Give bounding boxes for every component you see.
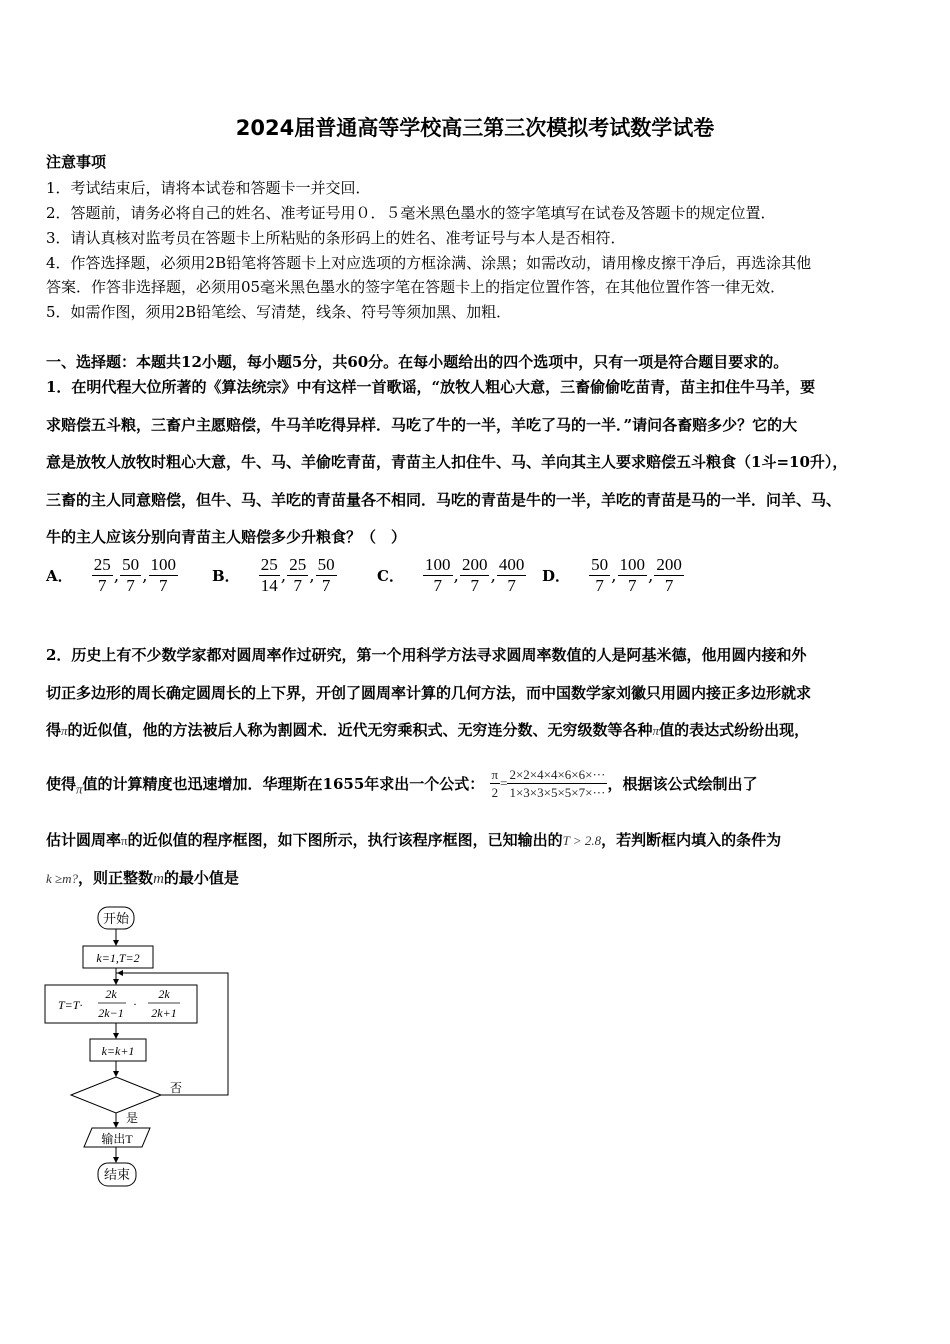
fraction: $\frac{25}{7}$ — [289, 555, 307, 595]
q2-line: 切正多边形的周长确定圆周长的上下界，开创了圆周率计算的几何方法，而中国数学家刘徽只用圆内接正多边形就求 — [46, 684, 812, 702]
frac2-den: 2k+1 — [151, 1006, 177, 1020]
pi-symbol: π — [76, 781, 83, 797]
option-label: C． — [377, 567, 404, 585]
option-c[interactable]: C． $\frac{100}{7}$ , $\frac{200}{7}$ , $\frac{400}{7}$ — [377, 555, 525, 595]
fraction: $\frac{100}{7}$ — [150, 555, 177, 595]
notice-item: 3．请认真核对监考员在答题卡上所粘贴的条形码上的姓名、准考证号与本人是否相符． — [46, 229, 626, 247]
pi-symbol: π — [121, 833, 128, 848]
end-label: 结束 — [103, 1167, 131, 1182]
q1-line: 牛的主人应该分别向青苗主人赔偿多少升粮食？（ ） — [46, 528, 407, 546]
section-heading: 一、选择题：本题共12小题，每小题5分，共60分。在每小题给出的四个选项中，只有一项是符合题目要求的。 — [46, 353, 789, 371]
option-label: B． — [212, 567, 240, 585]
option-a[interactable]: A． $\frac{25}{7}$ , $\frac{50}{7}$ , $\frac{100}{7}$ — [46, 555, 177, 595]
update-T-label: T=T· — [58, 998, 83, 1012]
fraction: $\frac{50}{7}$ — [591, 555, 609, 595]
option-label: D． — [542, 567, 571, 585]
q2-line: 2．历史上有不少数学家都对圆周率作过研究，第一个用科学方法寻求圆周率数值的人是阿基米德，他用圆内接和外 — [46, 646, 807, 664]
fraction: $\frac{200}{7}$ — [461, 555, 488, 595]
q2-line: k ≥m?，则正整数m的最小值是 — [46, 869, 239, 887]
wallis-right-fraction: $\frac{2\times 2\times 4\times 4\times 6\times 6\times\cdot\cdot\cdot}{1\times 3\times 3\times 5\times 5\times 7\times\cdot\cdot\cdot}$ — [509, 767, 606, 800]
fraction: $\frac{100}{7}$ — [425, 555, 451, 595]
variable-m: m — [153, 871, 164, 887]
fraction: $\frac{200}{7}$ — [656, 555, 682, 595]
q1-line: 1．在明代程大位所著的《算法统宗》中有这样一首歌谣，“放牧人粗心大意，三畜偷偷吃苗青，苗主扣住牛马羊，要 — [46, 378, 816, 396]
wallis-left-fraction: $\frac{\pi}{2}$ — [491, 767, 499, 800]
condition-k: k ≥m? — [46, 871, 79, 886]
condition-T: T > 2.8 — [562, 833, 602, 848]
pi-symbol: π — [652, 723, 660, 738]
q1-line: 三畜的主人同意赔偿，但牛、马、羊吃的青苗量各不相同．马吃的青苗是牛的一半，羊吃的青苗是马的一半．问羊、马、 — [46, 491, 842, 509]
q1-line: 求赔偿五斗粮，三畜户主愿赔偿，牛马羊吃得异样．马吃了牛的一半，羊吃了马的一半．”请问各畜赔多少？它的大 — [46, 416, 798, 434]
fraction: $\frac{50}{7}$ — [122, 555, 140, 595]
flowchart — [40, 900, 250, 1195]
fraction: $\frac{25}{7}$ — [93, 555, 111, 595]
dot: · — [133, 997, 137, 1011]
pi-symbol: π — [61, 723, 68, 738]
fraction: $\frac{400}{7}$ — [498, 555, 525, 595]
start-label: 开始 — [102, 911, 130, 926]
fraction: $\frac{25}{14}$ — [260, 555, 278, 595]
frac2-num: 2k — [158, 987, 170, 1001]
increment-label: k=k+1 — [101, 1044, 135, 1058]
yes-label: 是 — [126, 1111, 139, 1125]
q2-line: 估计圆周率π的近似值的程序框图，如下图所示，执行该程序框图，已知输出的T > 2.8，若判断框内填入的条件为 — [46, 831, 782, 849]
q2-line: 使得π值的计算精度也迅速增加．华理斯在1655年求出一个公式： $\frac{\pi}{2}$ = $\frac{2\times 2\times 4\times 4\times 6\times 6\times\cdot\cdot\cdot}{1\times 3\times 3\times 5\times 5\times 7\times\cdot\cdot\cdot}$ ，根据该公式绘制出了 — [46, 767, 758, 800]
notice-item: 1．考试结束后，请将本试卷和答题卡一并交回． — [46, 179, 371, 197]
notice-item: 4．作答选择题，必须用2B铅笔将答题卡上对应选项的方框涂满、涂黑；如需改动，请用橡皮擦干净后，再选涂其他 — [46, 254, 812, 272]
fraction: $\frac{50}{7}$ — [317, 555, 335, 595]
frac1-den: 2k−1 — [98, 1006, 124, 1020]
option-b[interactable]: B． $\frac{25}{14}$ , $\frac{25}{7}$ , $\frac{50}{7}$ — [212, 555, 335, 595]
notice-item: 2．答题前，请务必将自己的姓名、准考证号用０．５毫米黑色墨水的签字笔填写在试卷及答题卡的规定位置． — [46, 204, 776, 222]
notice-item: 5．如需作图，须用2B铅笔绘、写清楚，线条、符号等须加黑、加粗． — [46, 303, 512, 321]
fraction: $\frac{100}{7}$ — [619, 555, 646, 595]
page-title: 2024届普通高等学校高三第三次模拟考试数学试卷 — [235, 116, 715, 140]
decision-diamond — [71, 1077, 161, 1113]
no-label: 否 — [170, 1081, 183, 1095]
notice-heading: 注意事项 — [46, 153, 107, 171]
q2-line: 得π的近似值，他的方法被后人称为割圆术．近代无穷乘积式、无穷连分数、无穷级数等各种π值的表达式纷纷出现， — [46, 721, 810, 739]
init-label: k=1,T=2 — [96, 951, 140, 965]
option-d[interactable]: D． $\frac{50}{7}$ , $\frac{100}{7}$ , $\frac{200}{7}$ — [542, 555, 682, 595]
q1-line: 意是放牧人放牧时粗心大意，牛、马、羊偷吃青苗，青苗主人扣住牛、马、羊向其主人要求赔偿五斗粮食（1斗=10升）， — [46, 453, 848, 471]
frac1-num: 2k — [105, 987, 117, 1001]
notice-item: 答案．作答非选择题，必须用05毫米黑色墨水的签字笔在答题卡上的指定位置作答，在其他位置作答一律无效． — [46, 278, 786, 296]
output-label: 输出T — [101, 1132, 133, 1146]
option-label: A． — [46, 567, 73, 585]
